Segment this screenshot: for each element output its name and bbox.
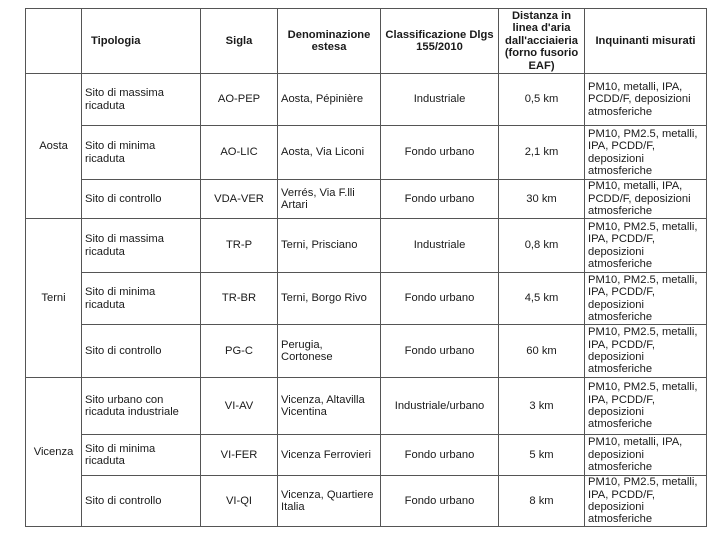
sigla-cell: TR-P	[201, 219, 278, 273]
table-row	[26, 219, 707, 273]
tipologia-cell: Sito di massima ricaduta	[82, 74, 201, 126]
sigla-cell: VI-FER	[201, 435, 278, 476]
distanza-cell: 60 km	[499, 325, 585, 378]
inquinanti-cell: PM10, PM2.5, metalli, IPA, PCDD/F, deposizioni atmosferiche	[585, 219, 707, 273]
inquinanti-cell: PM10, PM2.5, metalli, IPA, PCDD/F, deposizioni atmosferiche	[585, 273, 707, 325]
inquinanti-cell: PM10, metalli, IPA, deposizioni atmosferiche	[585, 435, 707, 476]
header-tipologia: Tipologia	[82, 9, 201, 74]
tipologia-cell: Sito di controllo	[82, 476, 201, 527]
distanza-cell: 8 km	[499, 476, 585, 527]
table-row	[26, 325, 707, 378]
sigla-cell: VI-QI	[201, 476, 278, 527]
city-cell: Aosta	[26, 74, 82, 219]
tipologia-cell: Sito di massima ricaduta	[82, 219, 201, 273]
table-row	[26, 74, 707, 126]
classificazione-cell: Fondo urbano	[381, 180, 499, 219]
distanza-cell: 4,5 km	[499, 273, 585, 325]
tipologia-cell: Sito di controllo	[82, 180, 201, 219]
denominazione-cell: Verrés, Via F.lli Artari	[278, 180, 381, 219]
tipologia-cell: Sito di minima ricaduta	[82, 435, 201, 476]
distanza-cell: 3 km	[499, 378, 585, 435]
sigla-cell: VI-AV	[201, 378, 278, 435]
denominazione-cell: Terni, Prisciano	[278, 219, 381, 273]
distanza-cell: 0,5 km	[499, 74, 585, 126]
header-sigla: Sigla	[201, 9, 278, 74]
distanza-cell: 5 km	[499, 435, 585, 476]
classificazione-cell: Industriale	[381, 219, 499, 273]
denominazione-cell: Vicenza, Altavilla Vicentina	[278, 378, 381, 435]
inquinanti-cell: PM10, PM2.5, metalli, IPA, PCDD/F, deposizioni atmosferiche	[585, 126, 707, 180]
sigla-cell: TR-BR	[201, 273, 278, 325]
tipologia-cell: Sito di minima ricaduta	[82, 126, 201, 180]
sigla-cell: VDA-VER	[201, 180, 278, 219]
classificazione-cell: Industriale/urbano	[381, 378, 499, 435]
classificazione-cell: Fondo urbano	[381, 273, 499, 325]
denominazione-cell: Perugia, Cortonese	[278, 325, 381, 378]
distanza-cell: 0,8 km	[499, 219, 585, 273]
tipologia-cell: Sito di controllo	[82, 325, 201, 378]
tipologia-cell: Sito urbano con ricaduta industriale	[82, 378, 201, 435]
classificazione-cell: Fondo urbano	[381, 476, 499, 527]
classificazione-cell: Fondo urbano	[381, 126, 499, 180]
denominazione-cell: Vicenza Ferrovieri	[278, 435, 381, 476]
city-cell: Vicenza	[26, 378, 82, 527]
denominazione-cell: Vicenza, Quartiere Italia	[278, 476, 381, 527]
classificazione-cell: Fondo urbano	[381, 325, 499, 378]
inquinanti-cell: PM10, PM2.5, metalli, IPA, PCDD/F, deposizioni atmosferiche	[585, 325, 707, 378]
denominazione-cell: Terni, Borgo Rivo	[278, 273, 381, 325]
inquinanti-cell: PM10, PM2.5, metalli, IPA, PCDD/F, deposizioni atmosferiche	[585, 476, 707, 527]
classificazione-cell: Fondo urbano	[381, 435, 499, 476]
denominazione-cell: Aosta, Via Liconi	[278, 126, 381, 180]
distanza-cell: 30 km	[499, 180, 585, 219]
table-row	[26, 180, 707, 219]
table-row	[26, 126, 707, 180]
table-row	[26, 476, 707, 527]
header-classificazione: Classificazione Dlgs 155/2010	[381, 9, 499, 74]
header-inquinanti: Inquinanti misurati	[585, 9, 707, 74]
table-row	[26, 273, 707, 325]
table-row	[26, 435, 707, 476]
denominazione-cell: Aosta, Pépinière	[278, 74, 381, 126]
header-distanza: Distanza in linea d'aria dall'acciaieria (forno fusorio EAF)	[499, 9, 585, 74]
city-cell: Terni	[26, 219, 82, 378]
distanza-cell: 2,1 km	[499, 126, 585, 180]
sigla-cell: AO-LIC	[201, 126, 278, 180]
header-blank	[26, 9, 82, 74]
monitoring-sites-table	[25, 8, 707, 527]
sigla-cell: AO-PEP	[201, 74, 278, 126]
classificazione-cell: Industriale	[381, 74, 499, 126]
tipologia-cell: Sito di minima ricaduta	[82, 273, 201, 325]
header-row	[26, 9, 707, 74]
inquinanti-cell: PM10, PM2.5, metalli, IPA, PCDD/F, deposizioni atmosferiche	[585, 378, 707, 435]
header-denominazione: Denominazione estesa	[278, 9, 381, 74]
inquinanti-cell: PM10, metalli, IPA, PCDD/F, deposizioni atmosferiche	[585, 180, 707, 219]
sigla-cell: PG-C	[201, 325, 278, 378]
inquinanti-cell: PM10, metalli, IPA, PCDD/F, deposizioni atmosferiche	[585, 74, 707, 126]
table-row	[26, 378, 707, 435]
